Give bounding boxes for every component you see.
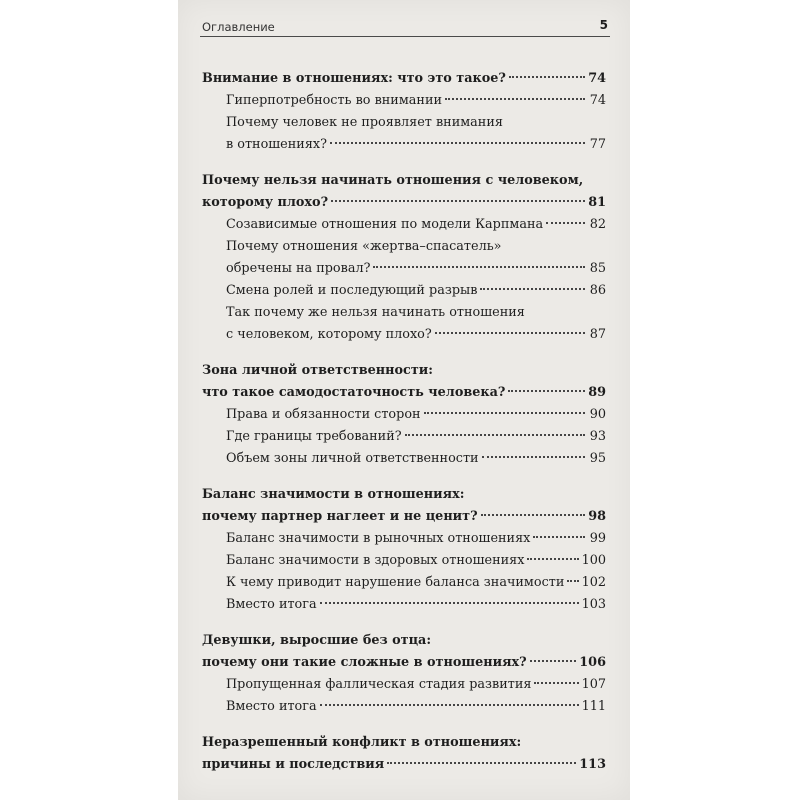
dot-leader (331, 200, 585, 202)
dot-leader (424, 412, 585, 414)
toc-entry-title: Гиперпотребность во внимании (226, 93, 443, 108)
dot-leader (373, 266, 585, 268)
dot-leader (508, 390, 585, 392)
toc-section-entry[interactable] (202, 426, 606, 448)
dot-leader (567, 580, 578, 582)
toc-section-entry[interactable] (202, 404, 606, 426)
toc-entry-line (226, 696, 606, 718)
toc-entry-line (226, 426, 606, 448)
dot-leader (320, 602, 579, 604)
toc-entry-line (226, 594, 606, 616)
dot-leader (534, 682, 578, 684)
chapter-spacer (202, 156, 606, 170)
toc-entry-title: обречены на провал? (226, 261, 371, 276)
toc-entry-title: Вместо итога (226, 597, 317, 612)
toc-page-number: 74 (589, 93, 606, 108)
toc-entry-line (202, 192, 606, 214)
toc-entry-title: с человеком, которому плохо? (226, 327, 432, 342)
toc-page-number: 102 (581, 575, 606, 590)
toc-page-number: 93 (589, 429, 606, 444)
dot-leader (509, 76, 585, 78)
toc-entry-line (226, 572, 606, 594)
toc-section-entry[interactable] (202, 236, 606, 280)
toc-entry-line (226, 324, 606, 346)
toc-entry-title: Так почему же нельзя начинать отношения (226, 305, 525, 320)
toc-chapter-entry[interactable] (202, 360, 606, 404)
toc-section-entry[interactable] (202, 572, 606, 594)
dot-leader (546, 222, 585, 224)
toc-chapter-entry[interactable] (202, 484, 606, 528)
toc-section-entry[interactable] (202, 674, 606, 696)
dot-leader (533, 536, 585, 538)
toc-entry-title: Пропущенная фаллическая стадия развития (226, 677, 532, 692)
toc-entry-title: что такое самодостаточность человека? (202, 385, 506, 400)
dot-leader (481, 514, 585, 516)
toc-entry-line (226, 214, 606, 236)
toc-entry-line (226, 404, 606, 426)
toc-page-number: 86 (589, 283, 606, 298)
dot-leader (405, 434, 585, 436)
toc-entry-line (202, 382, 606, 404)
toc-section-entry[interactable] (202, 280, 606, 302)
toc-entry-line (202, 630, 606, 652)
toc-entry-title: Баланс значимости в здоровых отношениях (226, 553, 525, 568)
toc-entry-title: Объем зоны личной ответственности (226, 451, 479, 466)
toc-page-number: 98 (588, 509, 606, 524)
chapter-spacer (202, 470, 606, 484)
dot-leader (330, 142, 585, 144)
toc-section-entry[interactable] (202, 90, 606, 112)
toc-page-number: 95 (589, 451, 606, 466)
toc-entry-line (202, 484, 606, 506)
toc-section-entry[interactable] (202, 528, 606, 550)
toc-chapter-entry[interactable] (202, 732, 606, 776)
toc-page-number: 82 (589, 217, 606, 232)
header-page-number: 5 (599, 18, 608, 32)
toc-page-number: 87 (589, 327, 606, 342)
dot-leader (527, 558, 578, 560)
toc-entry-line (202, 652, 606, 674)
chapter-spacer (202, 346, 606, 360)
dot-leader (480, 288, 585, 290)
toc-entry-title: Девушки, выросшие без отца: (202, 633, 432, 648)
toc-chapter-entry[interactable] (202, 68, 606, 90)
running-header (200, 14, 610, 37)
toc-entry-line (226, 90, 606, 112)
toc-entry-title: Внимание в отношениях: что это такое? (202, 71, 506, 86)
dot-leader (445, 98, 585, 100)
toc-entry-line (226, 280, 606, 302)
toc-chapter-entry[interactable] (202, 170, 606, 214)
toc-section-entry[interactable] (202, 696, 606, 718)
toc-page-number: 100 (581, 553, 606, 568)
toc-entry-line (226, 236, 606, 258)
toc-entry-title: Неразрешенный конфликт в отношениях: (202, 735, 522, 750)
toc-entry-title: Баланс значимости в рыночных отношениях (226, 531, 531, 546)
toc-section-entry[interactable] (202, 214, 606, 236)
dot-leader (530, 660, 577, 662)
chapter-spacer (202, 616, 606, 630)
toc-entry-title: Созависимые отношения по модели Карпмана (226, 217, 544, 232)
toc-entry-title: Баланс значимости в отношениях: (202, 487, 465, 502)
table-of-contents (202, 68, 606, 776)
toc-page-number: 90 (589, 407, 606, 422)
toc-entry-title: которому плохо? (202, 195, 329, 210)
toc-page-number: 106 (579, 655, 606, 670)
book-page (178, 0, 630, 800)
toc-entry-title: в отношениях? (226, 137, 327, 152)
toc-entry-line (226, 112, 606, 134)
toc-entry-title: Почему отношения «жертва–спасатель» (226, 239, 502, 254)
toc-entry-title: Зона личной ответственности: (202, 363, 433, 378)
toc-entry-title: Смена ролей и последующий разрыв (226, 283, 478, 298)
toc-entry-line (226, 302, 606, 324)
toc-section-entry[interactable] (202, 302, 606, 346)
toc-page-number: 107 (581, 677, 606, 692)
header-title: Оглавление (202, 20, 275, 34)
toc-section-entry[interactable] (202, 112, 606, 156)
toc-page-number: 99 (589, 531, 606, 546)
toc-entry-title: почему они такие сложные в отношениях? (202, 655, 527, 670)
toc-entry-line (226, 550, 606, 572)
toc-section-entry[interactable] (202, 550, 606, 572)
toc-entry-line (226, 448, 606, 470)
toc-section-entry[interactable] (202, 448, 606, 470)
toc-page-number: 103 (581, 597, 606, 612)
toc-entry-line (226, 528, 606, 550)
toc-entry-title: Почему нельзя начинать отношения с человеком, (202, 173, 584, 188)
toc-entry-line (202, 506, 606, 528)
toc-entry-title: Права и обязанности сторон (226, 407, 421, 422)
toc-entry-line (226, 134, 606, 156)
toc-entry-line (202, 754, 606, 776)
dot-leader (435, 332, 585, 334)
toc-entry-line (226, 674, 606, 696)
toc-section-entry[interactable] (202, 594, 606, 616)
chapter-spacer (202, 718, 606, 732)
toc-page-number: 81 (588, 195, 606, 210)
toc-chapter-entry[interactable] (202, 630, 606, 674)
toc-entry-title: Вместо итога (226, 699, 317, 714)
dot-leader (482, 456, 585, 458)
toc-page-number: 85 (589, 261, 606, 276)
toc-entry-line (202, 732, 606, 754)
toc-entry-line (202, 170, 606, 192)
dot-leader (387, 762, 576, 764)
toc-entry-line (202, 360, 606, 382)
toc-entry-title: К чему приводит нарушение баланса значимости (226, 575, 565, 590)
toc-page-number: 89 (588, 385, 606, 400)
toc-entry-title: Где границы требований? (226, 429, 402, 444)
toc-entry-line (226, 258, 606, 280)
toc-entry-title: причины и последствия (202, 757, 385, 772)
toc-page-number: 74 (588, 71, 606, 86)
toc-entry-title: Почему человек не проявляет внимания (226, 115, 503, 130)
toc-page-number: 113 (579, 757, 606, 772)
toc-page-number: 77 (589, 137, 606, 152)
toc-entry-title: почему партнер наглеет и не ценит? (202, 509, 478, 524)
toc-page-number: 111 (581, 699, 606, 714)
dot-leader (320, 704, 579, 706)
toc-entry-line (202, 68, 606, 90)
